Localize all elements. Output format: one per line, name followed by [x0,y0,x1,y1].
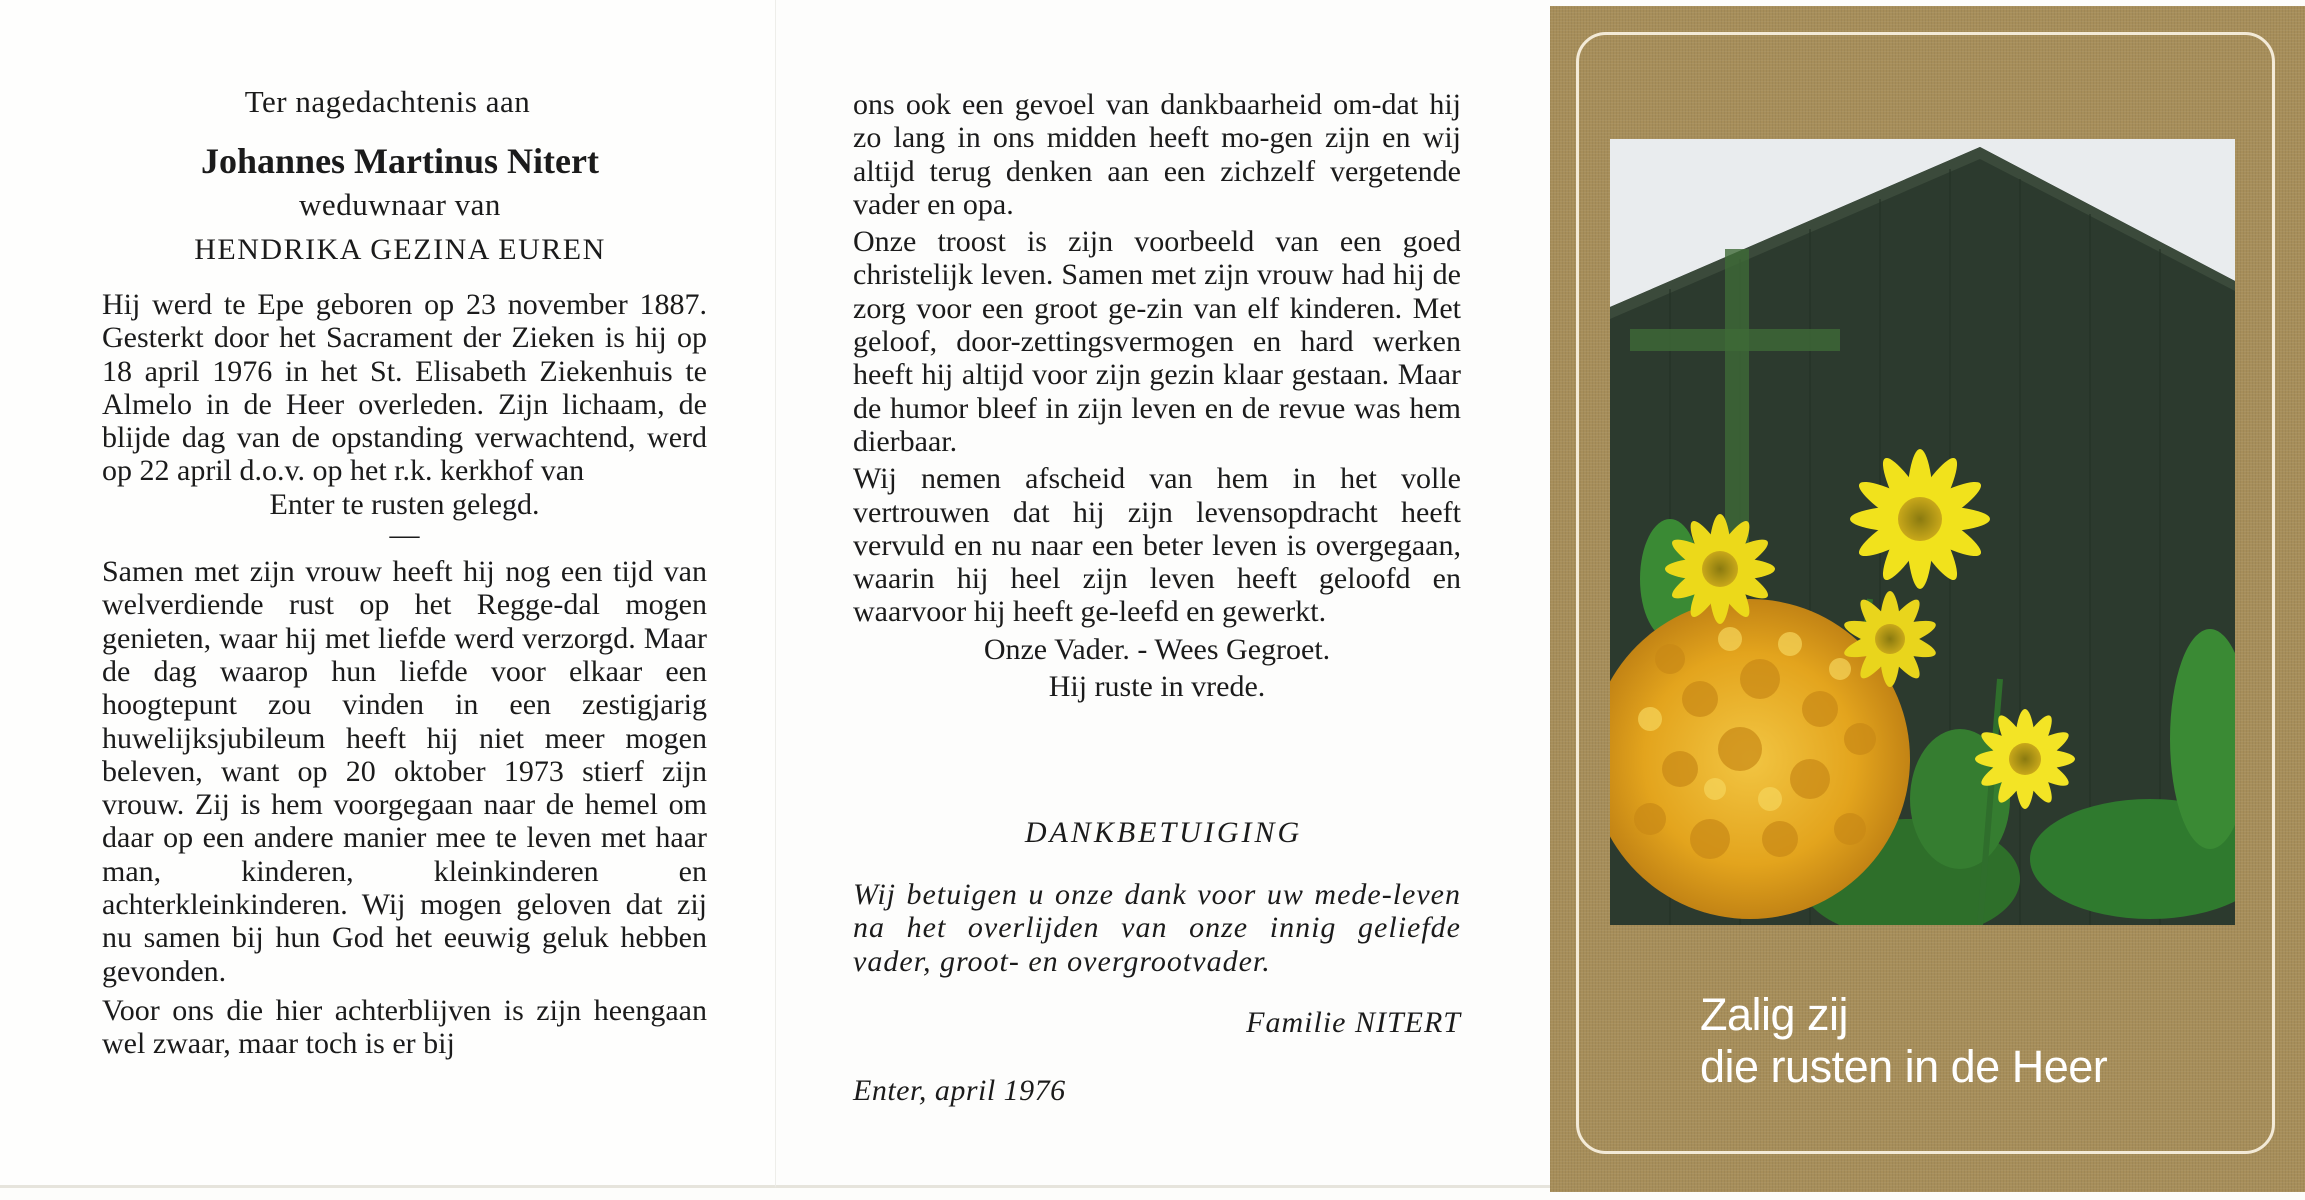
middle-page [775,0,1550,1188]
deceased-name: Johannes Martinus Nitert [201,141,599,181]
church-flowers-photo [1610,139,2235,925]
farewell-text: Wij nemen afscheid van hem in het volle vertrouwen dat hij zijn levensopdracht heeft vervuld en nu naar een beter leven is overgegaan, waarin hij heel zijn leven heeft geloofd en waarvoor hij heeft ge-leefd en gewerkt. [853,462,1461,629]
card-cover [1550,6,2305,1192]
cover-caption [1700,989,2260,1093]
closing-text-start: Voor ons die hier achterblijven is zijn heengaan wel zwaar, maar toch is er bij [102,993,707,1061]
relation-text: weduwnaar van [299,187,501,222]
gratitude-text: ons ook een gevoel van dankbaarheid om-dat hij zo lang in ons midden heeft mo-gen zijn en wij altijd terug denken aan een zichzelf vergetende vader en opa. [853,88,1461,221]
thanks-text: Wij betuigen u onze dank voor uw mede-leven na het overlijden van onze innig geliefde vader, groot- en overgrootvader. [853,878,1461,978]
separator-dash: — [389,518,420,552]
church-flowers-illustration [1610,139,2235,925]
spouse-name: HENDRIKA GEZINA EUREN [194,233,606,266]
burial-line: Enter te rusten gelegd. [269,487,540,521]
prayers-line: Onze Vader. - Wees Gegroet. [983,632,1331,666]
consolation-text: Onze troost is zijn voorbeeld van een goed christelijk leven. Samen met zijn vrouw had hij de zorg voor een groot ge-zin van elf kinderen. Met geloof, door-zettingsvermogen en hard werken heeft hij altijd voor zijn gezin klaar gestaan. Maar de humor bleef in zijn leven en de revue was hem dierbaar. [853,225,1461,458]
caption-line-2: die rusten in de Heer [1700,1041,2108,1092]
place-and-date: Enter, april 1976 [853,1074,1066,1107]
biography-text: Hij werd te Epe geboren op 23 november 1887. Gesterkt door het Sacrament der Zieken is hij op 18 april 1976 in het St. Elisabeth Ziekenhuis te Almelo in de Heer overleden. Zijn lichaam, de blijde dag van de opstanding verwachtend, werd op 22 april d.o.v. op het r.k. kerkhof van [102,288,707,488]
left-page [0,0,775,1188]
thanks-block [853,878,1461,978]
family-life-text: Samen met zijn vrouw heeft hij nog een tijd van welverdiende rust op het Regge-dal mogen genieten, waar hij met liefde werd verzorgd. Maar de dag waarop hun liefde voor elkaar een hoogtepunt zou vinden in een zestigjarig huwelijksjubileum heeft hij niet meer mogen beleven, want op 20 oktober 1973 stierf zijn vrouw. Zij is hem voorgegaan naar de hemel om daar op een andere manier mee te leven met haar man, kinderen, kleinkinderen en achterkleinkinderen. Wij mogen geloven dat zij nu samen bij hun God het eeuwig geluk hebben gevonden. [102,555,707,988]
biography-paragraph [102,288,707,1061]
remembrance-text-block [853,88,1461,703]
cross-icon [1725,249,1749,549]
thanks-title: DANKBETUIGING [1024,816,1303,849]
family-signature: Familie NITERT [1246,1006,1461,1039]
caption-line-1: Zalig zij [1700,989,1849,1040]
memorial-heading: Ter nagedachtenis aan [244,84,531,119]
rest-in-peace-line: Hij ruste in vrede. [1048,670,1266,704]
